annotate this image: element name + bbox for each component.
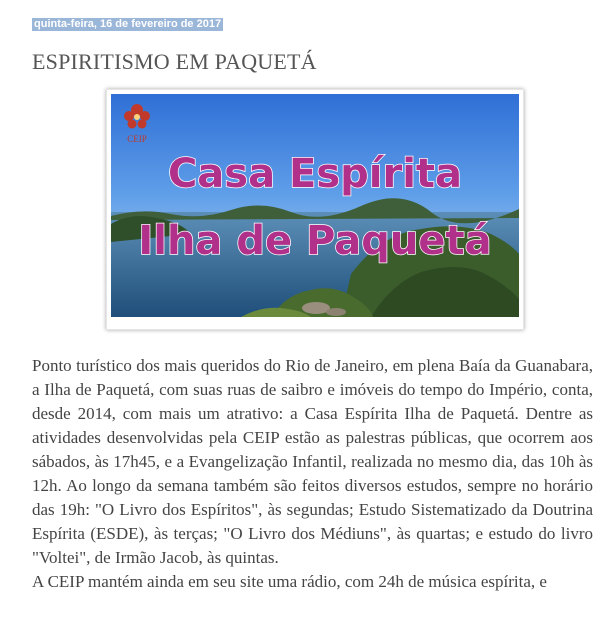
banner-graphic	[111, 94, 519, 317]
logo-text: CEIP	[127, 134, 147, 144]
post-banner-image[interactable]	[106, 89, 524, 330]
post-date: quinta-feira, 16 de fevereiro de 2017	[34, 18, 222, 30]
post-paragraph: A CEIP mantém ainda em seu site uma rádio, com 24h de música espírita, e	[32, 572, 547, 591]
banner-line-2: Ilha de Paquetá	[138, 218, 492, 264]
banner-line-1: Casa Espírita	[167, 151, 463, 197]
post-paragraph: Ponto turístico dos mais queridos do Rio de Janeiro, em plena Baía da Guanabara, a Ilha de Paquetá, com suas ruas de saibro e imóveis do tempo do Império, conta, desde 2014, com mais um atrativo: a Casa Espírita Ilha de Paquetá. Dentre as atividades desenvolvidas pela CEIP estão as palestras públicas, que ocorrem aos sábados, às 17h45, e a Evangelização Infantil, realizada no mesmo dia, das 10h às 12h. Ao longo da semana também são feitos diversos estudos, sempre no horário das 19h: "O Livro dos Espíritos", às segundas; Estudo Sistematizado da Doutrina Espírita (ESDE), às terças; "O Livro dos Médiuns", às quartas; e estudo do livro "Voltei", de Irmão Jacob, às quintas.	[32, 356, 593, 567]
post-title[interactable]: ESPIRITISMO EM PAQUETÁ	[32, 49, 317, 74]
post-body	[32, 354, 593, 594]
